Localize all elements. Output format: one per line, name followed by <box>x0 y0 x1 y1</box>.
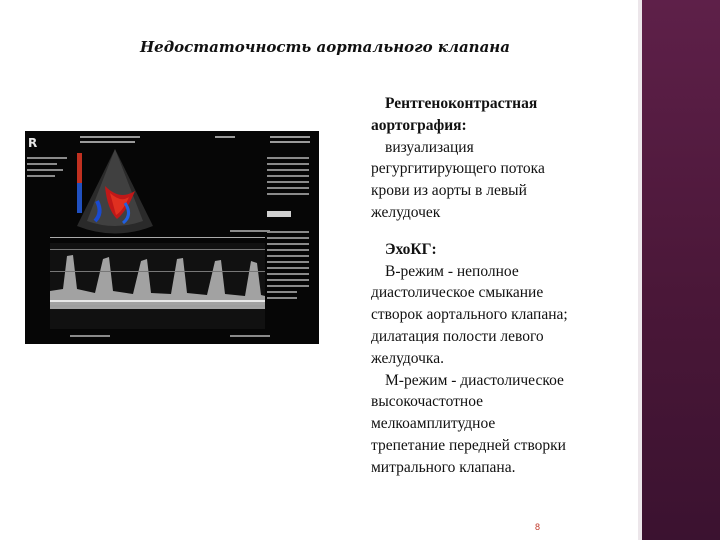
decorative-side-band <box>642 0 720 540</box>
angiography-body: визуализация регургитирующего потока крови из аорты в левый желудочек <box>371 138 545 221</box>
page-number: 8 <box>535 522 541 532</box>
m-mode-text: М-режим - диастолическое высокочастотное мелкоамплитудное трепетание передней створки митрального клапана. <box>371 371 566 476</box>
slide-title: Недостаточность аортального клапана <box>140 38 510 56</box>
angiography-heading: Рентгеноконтрастная аортография: <box>371 95 538 134</box>
echocardiogram-image <box>25 131 319 344</box>
slide-text <box>371 93 571 479</box>
echo-logo: R <box>28 136 38 150</box>
b-mode-text: В-режим - неполное диастолическое смыкание створок аортального клапана; дилатация полости левого желудочка. <box>371 262 568 367</box>
echo-heading: ЭхоКГ: <box>385 240 437 258</box>
